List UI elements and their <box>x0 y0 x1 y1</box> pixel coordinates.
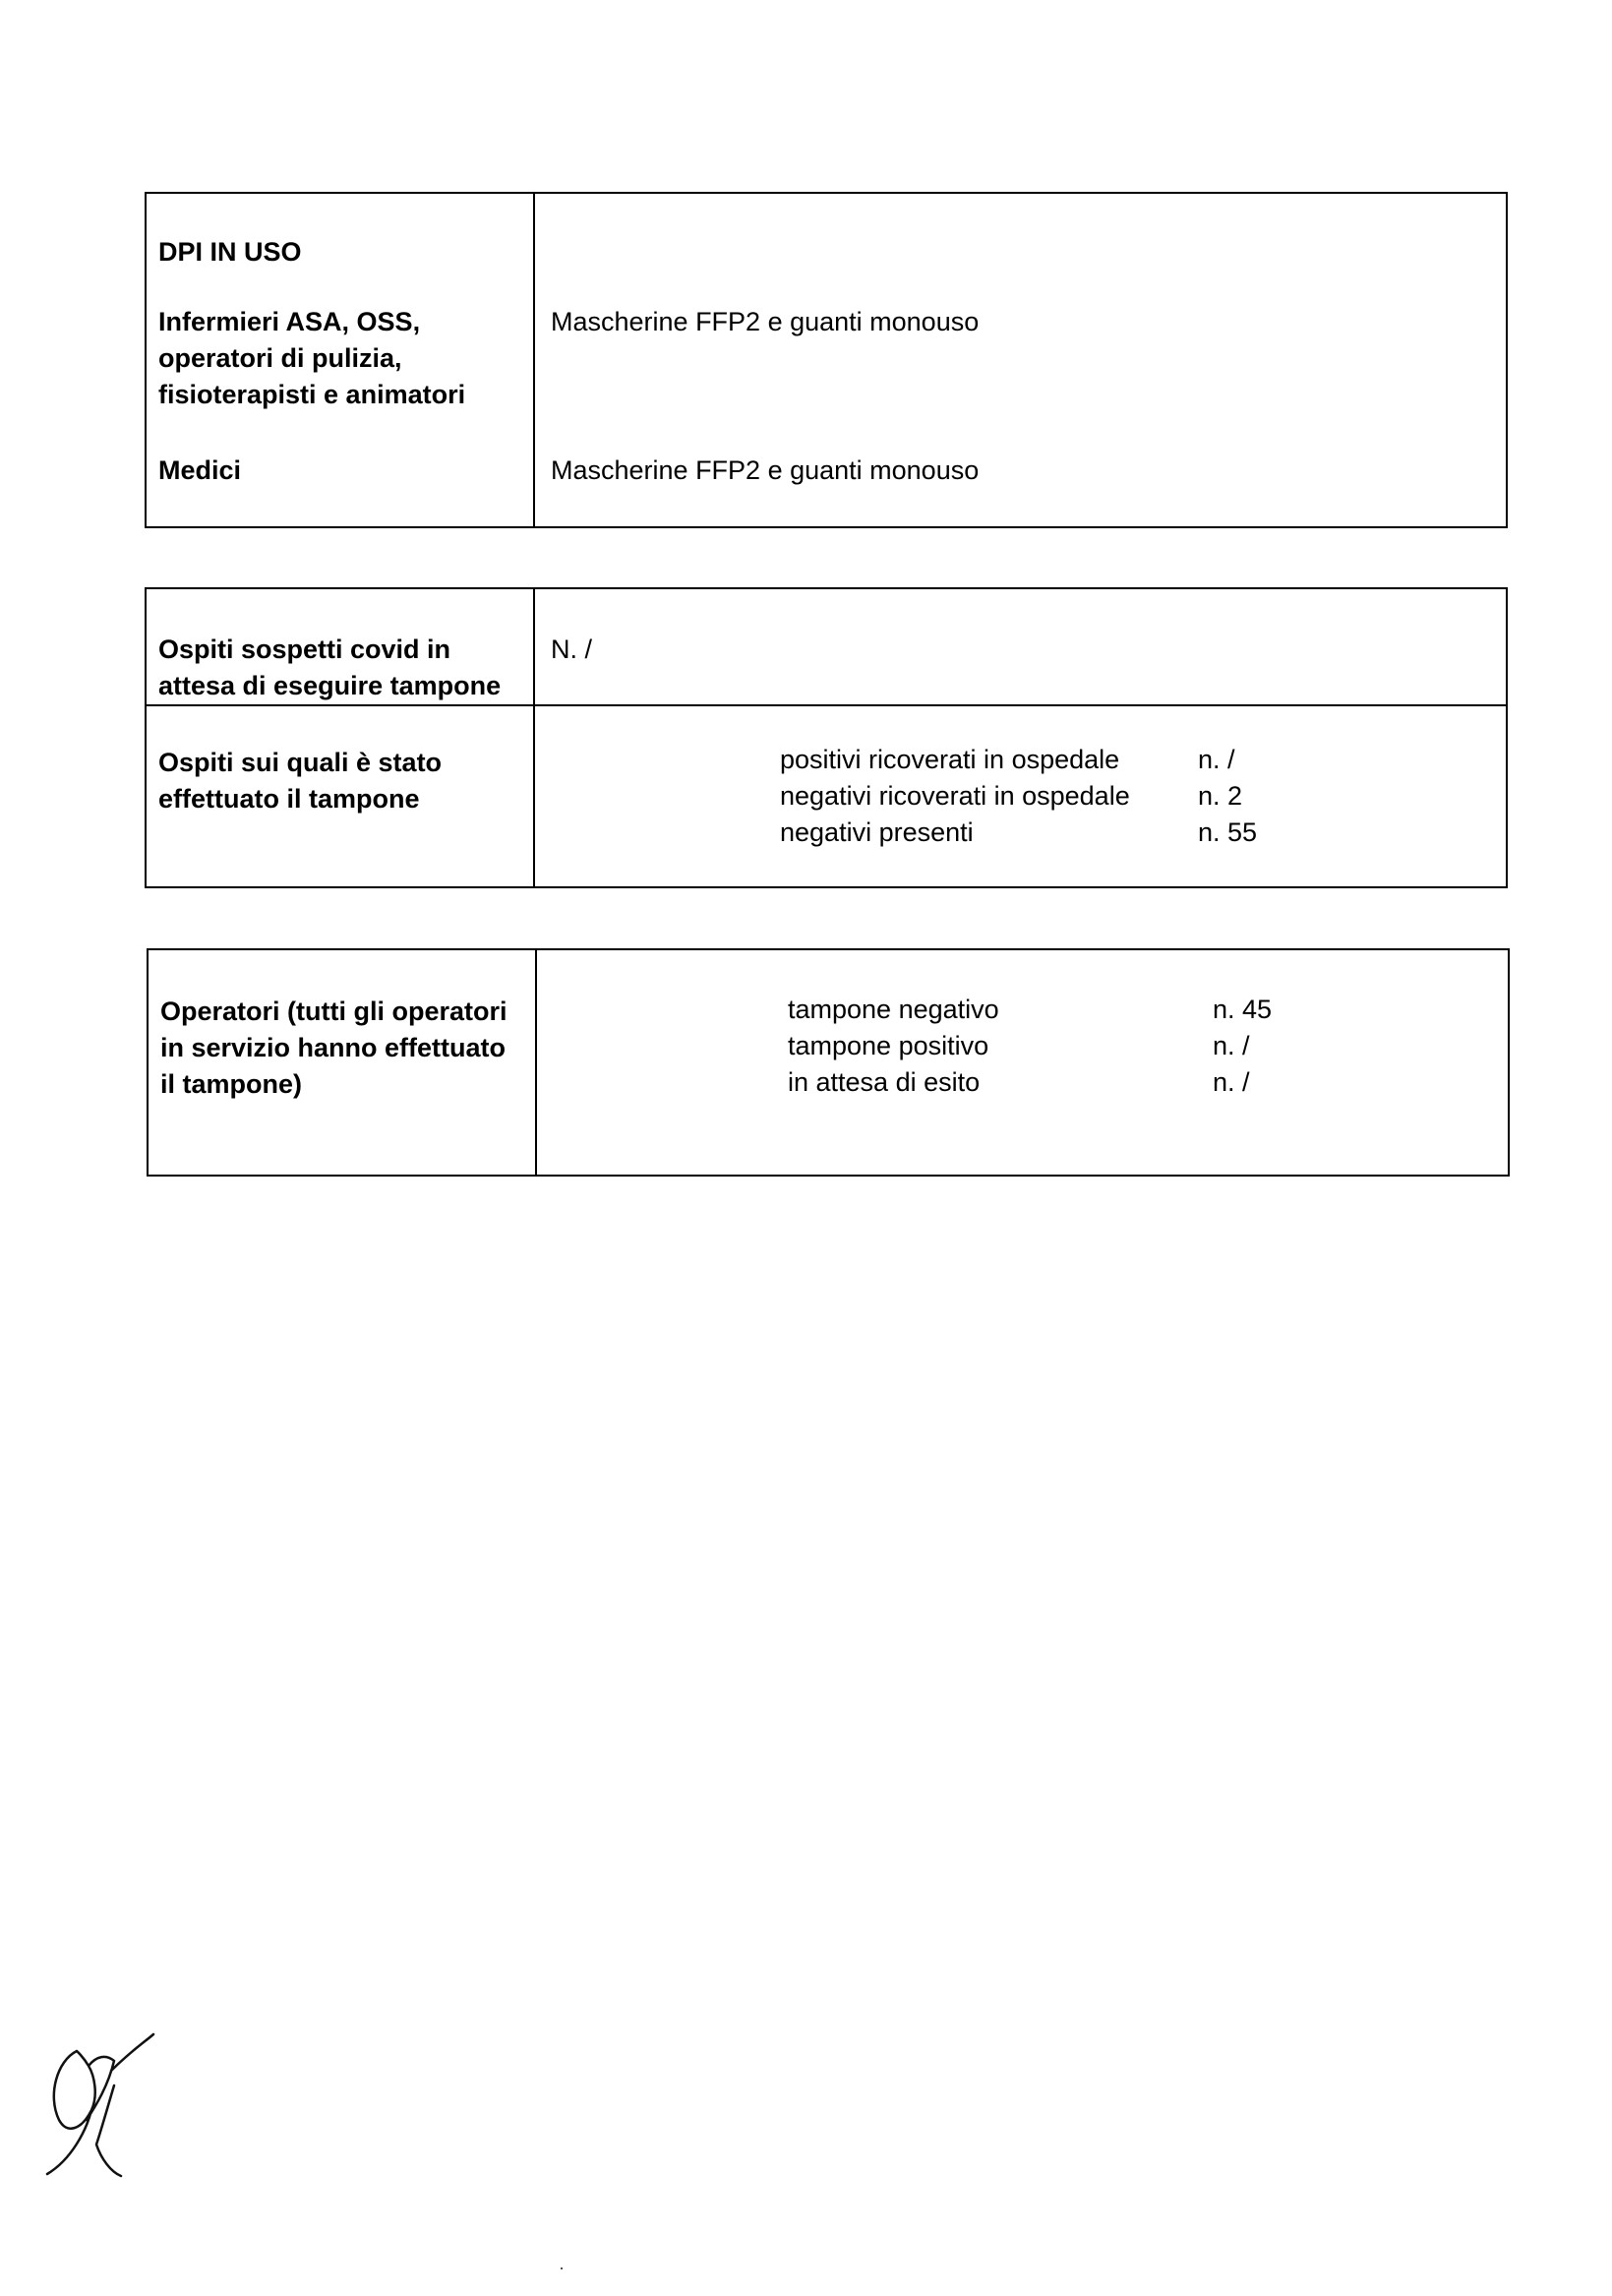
operatori-table <box>147 948 1510 1177</box>
scan-speck <box>561 2267 563 2269</box>
ospiti-tampone-item-label: negativi ricoverati in ospedale <box>780 781 1130 811</box>
operatori-item-label: tampone negativo <box>788 995 999 1024</box>
dpi-table <box>145 192 1508 528</box>
dpi-title: DPI IN USO <box>158 237 302 267</box>
dpi-row-value: Mascherine FFP2 e guanti monouso <box>551 307 980 336</box>
ospiti-table-row-divider <box>147 704 1506 706</box>
ospiti-table-divider <box>533 589 535 886</box>
ospiti-tampone-item-count: n. / <box>1198 745 1235 774</box>
operatori-item-label: in attesa di esito <box>788 1067 981 1097</box>
ospiti-table <box>145 587 1508 888</box>
ospiti-tampone-item-label: negativi presenti <box>780 817 974 847</box>
ospiti-sospetti-label-line: attesa di eseguire tampone <box>158 671 502 700</box>
dpi-row-label-line: fisioterapisti e animatori <box>158 380 466 409</box>
operatori-item-count: n. / <box>1213 1031 1250 1060</box>
operatori-label-line: Operatori (tutti gli operatori <box>160 997 507 1026</box>
ospiti-tampone-label-line: effettuato il tampone <box>158 784 420 814</box>
dpi-row-label-line: Medici <box>158 455 242 485</box>
dpi-row-label-line: operatori di pulizia, <box>158 343 402 373</box>
ospiti-sospetti-value: N. / <box>551 634 593 664</box>
ospiti-sospetti-label-line: Ospiti sospetti covid in <box>158 634 451 664</box>
operatori-item-label: tampone positivo <box>788 1031 989 1060</box>
dpi-table-divider <box>533 194 535 526</box>
operatori-label-line: in servizio hanno effettuato <box>160 1033 507 1062</box>
dpi-row-value: Mascherine FFP2 e guanti monouso <box>551 455 980 485</box>
operatori-item-count: n. / <box>1213 1067 1250 1097</box>
ospiti-tampone-label-line: Ospiti sui quali è stato <box>158 748 443 777</box>
handwritten-signature <box>37 2026 165 2184</box>
operatori-table-divider <box>535 950 537 1175</box>
ospiti-tampone-item-count: n. 2 <box>1198 781 1243 811</box>
operatori-label-line: il tampone) <box>160 1069 303 1099</box>
ospiti-tampone-item-label: positivi ricoverati in ospedale <box>780 745 1120 774</box>
operatori-item-count: n. 45 <box>1213 995 1273 1024</box>
ospiti-tampone-item-count: n. 55 <box>1198 817 1258 847</box>
dpi-row-label-line: Infermieri ASA, OSS, <box>158 307 421 336</box>
